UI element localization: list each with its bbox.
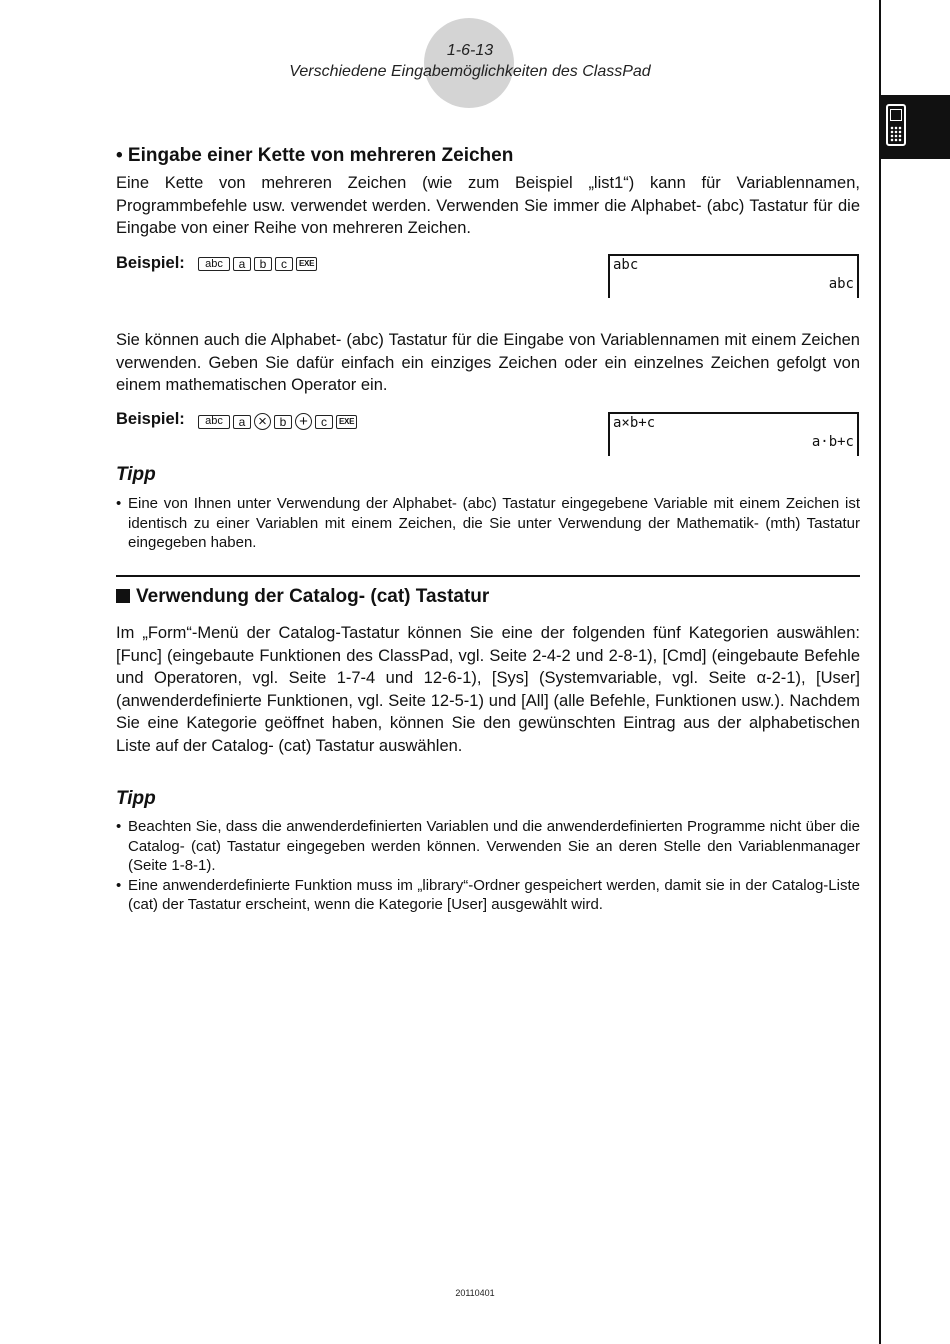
calculator-screen [608,254,859,298]
section-paragraph: Eine Kette von mehreren Zeichen (wie zum Beispiel „list1“) kann für Variablennamen, Programmbefehle usw. verwendet werden. Verwenden Sie immer die Alphabet- (abc) Tastatur für die Eingabe von einer Reihe von mehreren Zeichen. [116,174,860,237]
key-exe: EXE [296,257,317,271]
screen-output: a·b+c [811,434,854,450]
key-a: a [233,257,251,271]
square-bullet-icon [116,589,130,603]
key-a: a [233,415,251,429]
example-label: Beispiel: [116,410,185,428]
key-c: c [315,415,333,429]
tip-heading: Tipp [116,788,156,809]
tip-list [116,817,860,915]
section-paragraph: Im „Form“-Menü der Catalog-Tastatur können Sie eine der folgenden fünf Kategorien auswählen: [Func] (eingebaute Funktionen des ClassPad, vgl. Seite 2-4-2 und 2-8-1), [Cmd] (eingebaute Befehle und Operatoren, vgl. Seite 1-7-4 und 12-6-1), [Sys] (Systemvariable, vgl. Seite α-2-1), [User] (anwenderdefinierte Funktionen, vgl. Seite 12-5-1) und [All] (alle Befehle, Funktionen usw.). Nachdem Sie eine Kategorie geöffnet haben, können Sie den gewünschten Eintrag aus der alphabetischen Liste auf der Catalog- (cat) Tastatur auswählen. [116,624,860,755]
tip-item: • Eine anwenderdefinierte Funktion muss im „library“-Ordner gespeichert werden, damit sie in der Catalog-Liste (cat) der Tastatur erscheint, wenn die Kategorie [User] ausgewählt wird. [116,876,860,915]
key-abc: abc [198,415,230,429]
running-title: Verschiedene Eingabemöglichkeiten des ClassPad [289,63,651,80]
key-b: b [254,257,272,271]
calculator-icon [886,104,906,146]
key-sequence [198,413,357,430]
tip-item: • Beachten Sie, dass die anwenderdefinierten Variablen und die anwenderdefinierten Programme nicht über die Catalog- (cat) Tastatur eingegeben werden können. Verwenden Sie an deren Stelle den Variablenmanager (Seite 1-8-1). [116,817,860,876]
key-sequence [198,257,317,271]
tip-heading: Tipp [116,464,156,485]
screen-input: abc [613,257,639,273]
key-b: b [274,415,292,429]
key-abc: abc [198,257,230,271]
example-label: Beispiel: [116,254,185,272]
margin-rule [879,0,881,1344]
page-number: 1-6-13 [446,42,494,59]
screen-output: abc [828,276,854,292]
key-plus: + [295,413,312,430]
key-c: c [275,257,293,271]
section-heading-catalog: Verwendung der Catalog- (cat) Tastatur [116,586,489,608]
footer-code: 20110401 [455,1288,495,1298]
section-paragraph: Sie können auch die Alphabet- (abc) Tastatur für die Eingabe von Variablennamen mit einem Zeichen verwenden. Geben Sie dafür einfach ein einziges Zeichen oder ein einzelnes Zeichen gefolgt von einem mathematischen Operator ein. [116,331,860,394]
tip-item: • Eine von Ihnen unter Verwendung der Alphabet- (abc) Tastatur eingegebene Variable mit einem Zeichen ist identisch zu einer Variablen mit einem Zeichen, die Sie unter Verwendung der Mathematik- (mth) Tastatur eingegeben haben. [116,494,860,553]
screen-input: a×b+c [613,415,656,431]
key-multiply: × [254,413,271,430]
section-divider [116,575,860,577]
section-heading-string-input: • Eingabe einer Kette von mehreren Zeichen [116,145,514,166]
tip-list [116,494,860,553]
calculator-screen [608,412,859,456]
key-exe: EXE [336,415,357,429]
